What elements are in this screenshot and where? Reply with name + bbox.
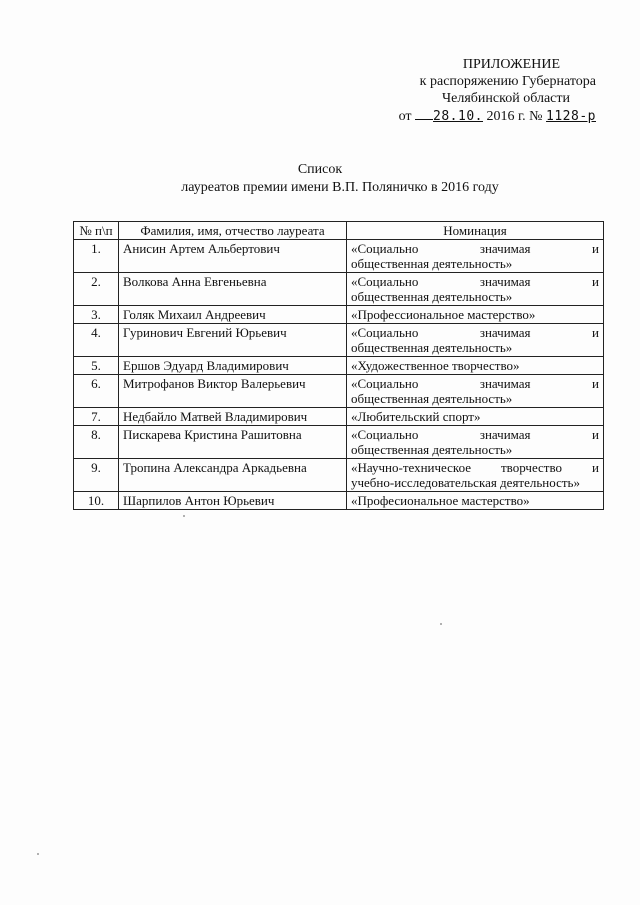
row-number: 7.	[74, 408, 119, 426]
nomination-line	[351, 274, 599, 289]
row-number: 8.	[74, 426, 119, 459]
nomination-line	[351, 442, 599, 457]
table-row	[74, 408, 604, 426]
nomination-cell	[347, 426, 604, 459]
table-row	[74, 273, 604, 306]
laureate-name: Пискарева Кристина Рашитовна	[119, 426, 347, 459]
list-title-line1: Список	[297, 162, 343, 177]
date-prefix: от	[398, 109, 412, 124]
nomination-word: значимая	[479, 376, 531, 391]
nomination-word: учебно-исследовательская деятельность»	[351, 475, 580, 490]
nomination-line	[351, 427, 599, 442]
table-row	[74, 240, 604, 273]
table-row	[74, 492, 604, 510]
appendix-header	[346, 56, 596, 125]
laureate-name: Шарпилов Антон Юрьевич	[119, 492, 347, 510]
nomination-cell	[347, 357, 604, 375]
nomination-word: значимая	[479, 241, 531, 256]
nomination-word: и	[592, 376, 599, 391]
nomination-line	[351, 376, 599, 391]
nomination-word: общественная деятельность»	[351, 340, 513, 355]
nomination-cell	[347, 273, 604, 306]
nomination-word: и	[592, 460, 599, 475]
nomination-word: общественная деятельность»	[351, 391, 513, 406]
nomination-line	[351, 289, 599, 304]
table-row	[74, 459, 604, 492]
laureate-name: Анисин Артем Альбертович	[119, 240, 347, 273]
table-row	[74, 375, 604, 408]
column-header-nomination: Номинация	[347, 222, 604, 240]
nomination-cell	[347, 324, 604, 357]
nomination-line	[351, 340, 599, 355]
nomination-word: общественная деятельность»	[351, 289, 513, 304]
list-title-line2: лауреатов премии имени В.П. Поляничко в 2016 году	[181, 180, 499, 195]
nomination-text: «Профессиональное мастерство»	[351, 307, 536, 322]
nomination-cell	[347, 408, 604, 426]
nomination-word: общественная деятельность»	[351, 442, 513, 457]
nomination-word: и	[592, 241, 599, 256]
appendix-date-line	[346, 107, 596, 125]
nomination-cell	[347, 306, 604, 324]
nomination-word: значимая	[479, 325, 531, 340]
nomination-line	[351, 241, 599, 256]
column-header-num: № п\п	[74, 222, 119, 240]
nomination-text: «Художественное творчество»	[351, 358, 520, 373]
row-number: 5.	[74, 357, 119, 375]
column-header-name: Фамилия, имя, отчество лауреата	[119, 222, 347, 240]
nomination-word: творчество	[501, 460, 563, 475]
table-row	[74, 426, 604, 459]
list-title	[0, 161, 640, 197]
nomination-word: значимая	[479, 427, 531, 442]
handwritten-date: 28.10.	[433, 109, 483, 124]
nomination-cell	[347, 459, 604, 492]
nomination-word: «Научно-техническое	[351, 460, 472, 475]
row-number: 3.	[74, 306, 119, 324]
handwritten-order-number: 1128-р	[546, 109, 596, 124]
nomination-line	[351, 460, 599, 475]
laureate-name: Волкова Анна Евгеньевна	[119, 273, 347, 306]
table-row	[74, 306, 604, 324]
nomination-word: «Социально	[351, 241, 419, 256]
appendix-title: ПРИЛОЖЕНИЕ	[462, 57, 560, 72]
nomination-word: и	[592, 427, 599, 442]
laureate-name: Недбайло Матвей Владимирович	[119, 408, 347, 426]
nomination-text: «Любительский спорт»	[351, 409, 481, 424]
nomination-line	[351, 391, 599, 406]
row-number: 2.	[74, 273, 119, 306]
row-number: 1.	[74, 240, 119, 273]
nomination-line	[351, 475, 599, 490]
row-number: 4.	[74, 324, 119, 357]
scan-speck	[37, 853, 39, 855]
row-number: 6.	[74, 375, 119, 408]
nomination-word: «Социально	[351, 376, 419, 391]
laureate-name: Гуринович Евгений Юрьевич	[119, 324, 347, 357]
nomination-cell	[347, 492, 604, 510]
table-row	[74, 357, 604, 375]
laureate-name: Голяк Михаил Андреевич	[119, 306, 347, 324]
table-row	[74, 324, 604, 357]
nomination-word: «Социально	[351, 325, 419, 340]
year-number-label: 2016 г. №	[486, 109, 543, 124]
nomination-word: общественная деятельность»	[351, 256, 513, 271]
laureate-name: Митрофанов Виктор Валерьевич	[119, 375, 347, 408]
scan-speck	[440, 623, 442, 625]
nomination-word: и	[592, 274, 599, 289]
nomination-text: «Професиональное мастерство»	[351, 493, 530, 508]
nomination-word: и	[592, 325, 599, 340]
date-blank	[415, 107, 433, 120]
nomination-word: значимая	[479, 274, 531, 289]
nomination-line	[351, 325, 599, 340]
laureate-name: Ершов Эдуард Владимирович	[119, 357, 347, 375]
appendix-line-order: к распоряжению Губернатора	[419, 74, 596, 89]
table-header-row	[74, 222, 604, 240]
nomination-line	[351, 256, 599, 271]
nomination-word: «Социально	[351, 274, 419, 289]
nomination-cell	[347, 375, 604, 408]
appendix-line-region: Челябинской области	[442, 91, 570, 106]
row-number: 10.	[74, 492, 119, 510]
scan-speck	[183, 515, 185, 517]
row-number: 9.	[74, 459, 119, 492]
nomination-cell	[347, 240, 604, 273]
laureates-table	[73, 221, 604, 510]
nomination-word: «Социально	[351, 427, 419, 442]
laureate-name: Тропина Александра Аркадьевна	[119, 459, 347, 492]
